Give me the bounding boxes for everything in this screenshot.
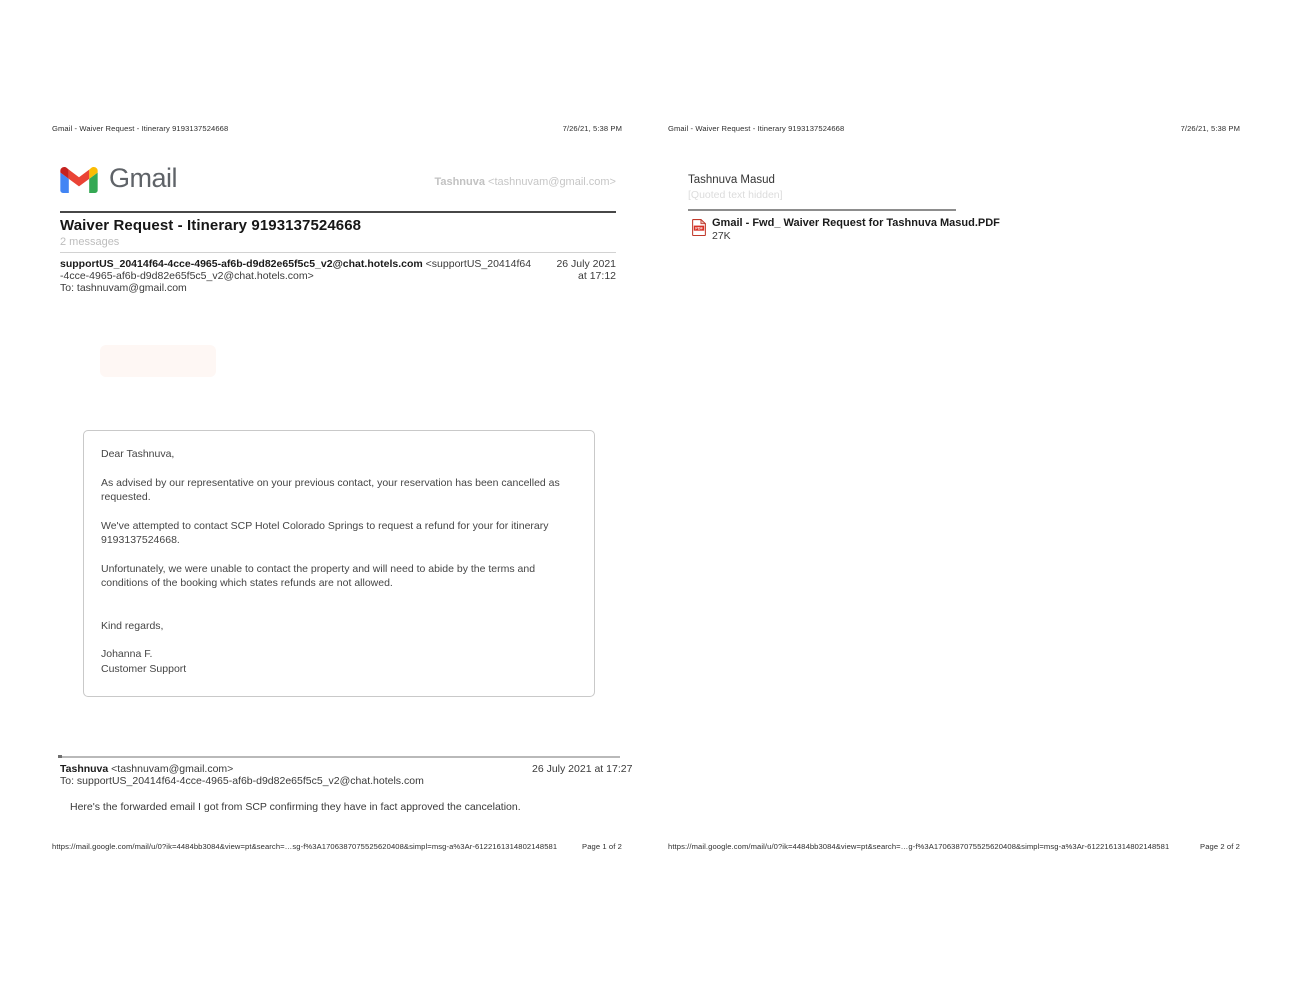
greeting-text: Dear Tashnuva, <box>101 448 175 460</box>
message1-from-name: supportUS_20414f64-4cce-4965-af6b-d9d82e65f5c5_v2@chat.hotels.com <box>60 258 423 270</box>
quoted-text-hidden: [Quoted text hidden] <box>688 189 783 201</box>
email-subject: Waiver Request - Itinerary 9193137524668 <box>60 217 362 234</box>
message1-from-address: <supportUS_20414f64-4cce-4965-af6b-d9d82e65f5c5_v2@chat.hotels.com> <box>60 258 532 282</box>
message2-date: 26 July 2021 at 17:27 <box>532 763 633 775</box>
message2-to: To: supportUS_20414f64-4cce-4965-af6b-d9d82e65f5c5_v2@chat.hotels.com <box>60 774 424 787</box>
message2-header <box>60 763 633 788</box>
signature-block <box>101 647 577 676</box>
print-footer <box>52 842 622 851</box>
attachment-item <box>692 217 1000 242</box>
gmail-wordmark: Gmail <box>109 163 178 193</box>
account-address: <tashnuvam@gmail.com> <box>484 176 616 188</box>
print-page-1 <box>52 0 633 1000</box>
attachment-divider <box>688 209 956 211</box>
attachment-info <box>712 217 1000 242</box>
signature-name: Johanna F. <box>101 648 153 660</box>
message2-from-name: Tashnuva <box>60 763 109 775</box>
body-paragraph-3: Unfortunately, we were unable to contact the property and will need to abide by the terms and conditions of the booking which states refunds are not allowed. <box>101 562 536 589</box>
print-header-datetime: 7/26/21, 5:38 PM <box>1180 124 1240 133</box>
message1-to: To: tashnuvam@gmail.com <box>60 281 187 294</box>
page-number: Page 2 of 2 <box>1200 842 1240 851</box>
body-paragraph-2: We've attempted to contact SCP Hotel Colorado Springs to request a refund for your for itinerary 9193137524668. <box>101 519 549 546</box>
message2-body: Here's the forwarded email I got from SCP confirming they have in fact approved the cancelation. <box>70 801 521 813</box>
print-header-datetime: 7/26/21, 5:38 PM <box>562 124 622 133</box>
message1-date-line1: 26 July 2021 <box>556 258 616 270</box>
print-header-title: Gmail - Waiver Request - Itinerary 9193137524668 <box>52 124 229 133</box>
gmail-m-icon <box>60 165 98 193</box>
account-identity <box>434 176 616 188</box>
faded-brand-image <box>100 345 216 377</box>
attachment-filesize: 27K <box>712 230 731 242</box>
print-header-title: Gmail - Waiver Request - Itinerary 9193137524668 <box>668 124 845 133</box>
account-name: Tashnuva <box>434 176 485 188</box>
signature-role: Customer Support <box>101 662 187 675</box>
subject-divider-bottom <box>60 252 616 253</box>
subject-divider-top <box>60 211 616 213</box>
closing-text: Kind regards, <box>101 619 164 632</box>
print-header <box>52 124 622 133</box>
message1-header <box>60 259 616 295</box>
print-page-2 <box>668 0 1240 1000</box>
message-count: 2 messages <box>60 236 120 248</box>
message-divider <box>58 756 620 758</box>
pdf-file-icon <box>692 217 706 242</box>
sender-name: Tashnuva Masud <box>688 174 775 186</box>
svg-text:PDF: PDF <box>695 226 703 231</box>
attachment-filename: Gmail - Fwd_ Waiver Request for Tashnuva Masud.PDF <box>712 217 1000 229</box>
gmail-header-row <box>60 163 616 194</box>
message1-from <box>60 259 532 283</box>
message1-date <box>556 259 616 295</box>
print-footer <box>668 842 1240 851</box>
message1-date-line2: at 17:12 <box>578 269 616 282</box>
page-number: Page 1 of 2 <box>582 842 622 851</box>
print-footer-url: https://mail.google.com/mail/u/0?ik=4484bb3084&view=pt&search=…sg-f%3A1706387075525620408&simpl=msg-a%3Ar-6122161314802148581 <box>52 842 558 851</box>
message2-from-address: <tashnuvam@gmail.com> <box>108 763 234 775</box>
message1-body-card <box>83 430 595 697</box>
print-header <box>668 124 1240 133</box>
print-footer-url: https://mail.google.com/mail/u/0?ik=4484bb3084&view=pt&search=…g-f%3A1706387075525620408&simpl=msg-a%3Ar-6122161314802148581 <box>668 842 1170 851</box>
body-paragraph-1: As advised by our representative on your previous contact, your reservation has been cancelled as requested. <box>101 476 560 503</box>
